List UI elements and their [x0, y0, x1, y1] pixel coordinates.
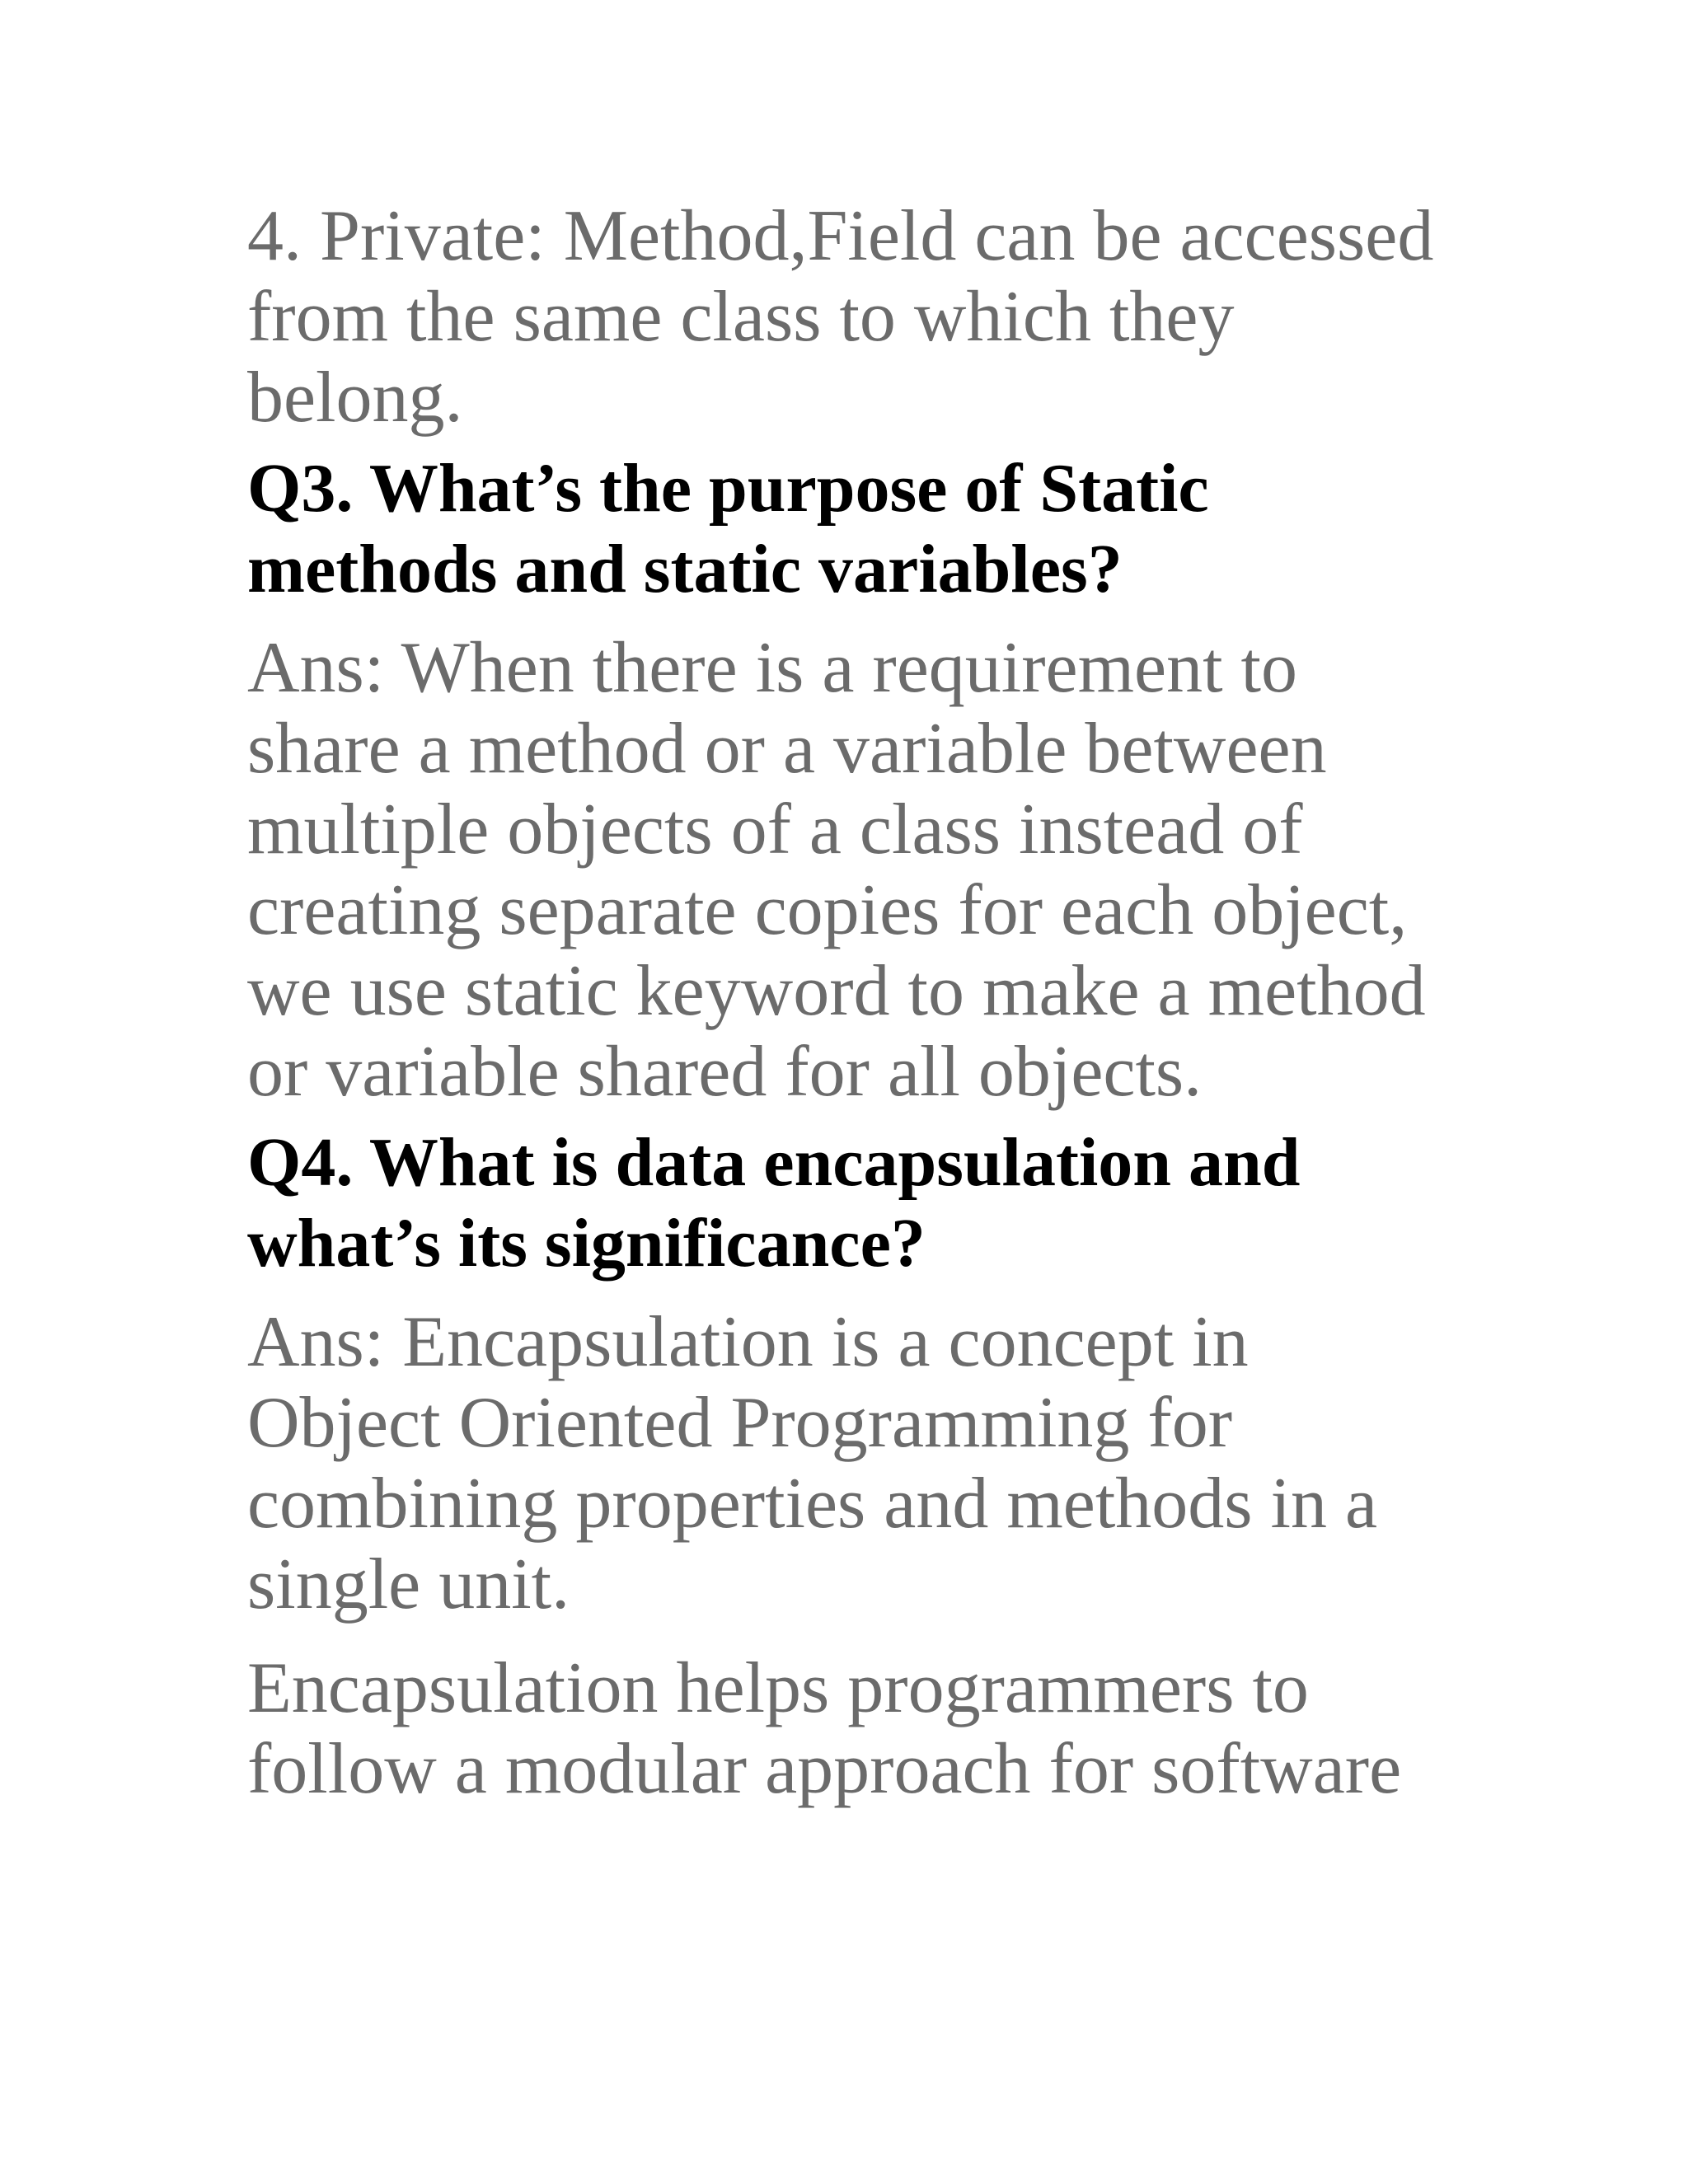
question-4-heading: Q4. What is data encapsulation and what’s its significance? [247, 1124, 1301, 1282]
private-access-item: 4. Private: Method,Field can be accessed from the same class to which they belong. [247, 196, 1434, 438]
question-3-answer: Ans: When there is a requirement to share a method or a variable between multiple objects of a class instead of creating separate copies for each object, we use static keyword to make a method or variable shared for all objects. [247, 628, 1426, 1112]
question-3-heading: Q3. What’s the purpose of Static methods and static variables? [247, 450, 1209, 607]
question-4-answer: Ans: Encapsulation is a concept in Object Oriented Programming for combining properties and methods in a single unit. [247, 1302, 1378, 1624]
question-4-answer-continuation: Encapsulation helps programmers to follow a modular approach for software [247, 1648, 1402, 1809]
document-page [247, 196, 1451, 1810]
